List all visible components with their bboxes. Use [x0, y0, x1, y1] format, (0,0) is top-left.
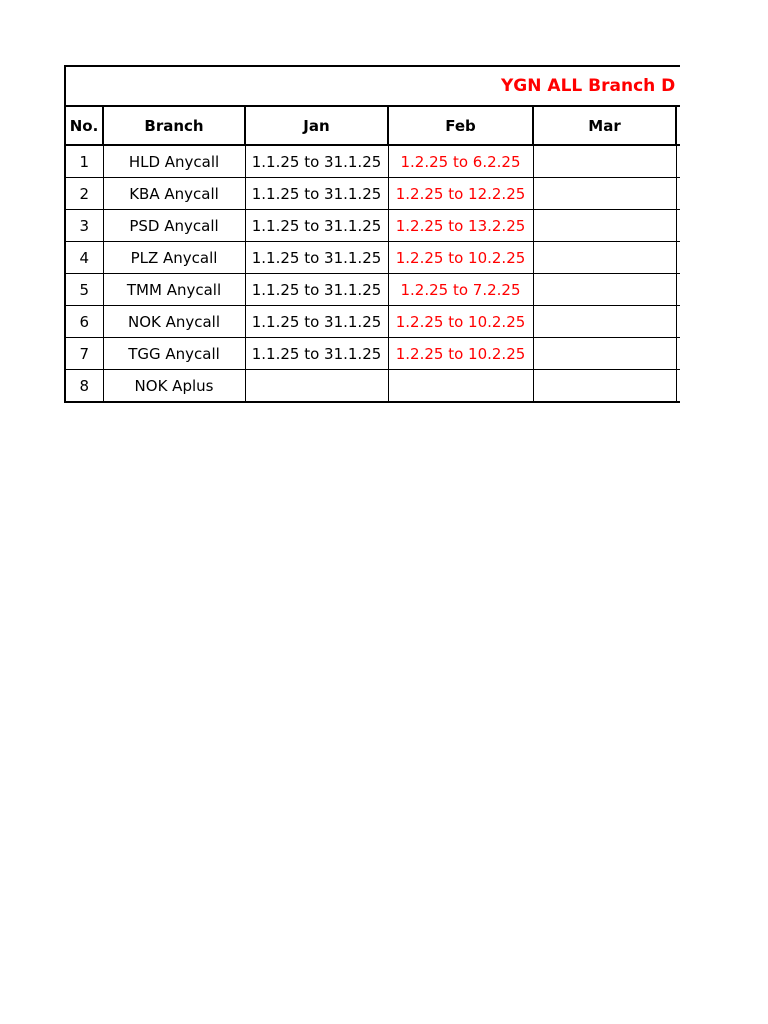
cell-branch: PLZ Anycall — [103, 242, 245, 274]
header-row — [65, 106, 680, 145]
cell-next-column — [676, 210, 680, 242]
cell-no: 7 — [65, 338, 103, 370]
cell-feb: 1.2.25 to 10.2.25 — [388, 306, 533, 338]
sheet-title: YGN ALL Branch D — [501, 76, 676, 96]
cell-branch: NOK Aplus — [103, 370, 245, 403]
cell-mar — [533, 210, 676, 242]
cell-no: 5 — [65, 274, 103, 306]
cell-mar — [533, 145, 676, 178]
cell-next-column — [676, 242, 680, 274]
cell-jan: 1.1.25 to 31.1.25 — [245, 306, 388, 338]
cell-jan — [245, 370, 388, 403]
cell-branch: TGG Anycall — [103, 338, 245, 370]
cell-next-column — [676, 274, 680, 306]
spreadsheet — [64, 65, 680, 403]
cell-feb: 1.2.25 to 13.2.25 — [388, 210, 533, 242]
cell-feb — [388, 370, 533, 403]
cell-branch: NOK Anycall — [103, 306, 245, 338]
cell-jan: 1.1.25 to 31.1.25 — [245, 338, 388, 370]
table-row — [65, 210, 680, 242]
cell-no: 8 — [65, 370, 103, 403]
cell-feb: 1.2.25 to 7.2.25 — [388, 274, 533, 306]
header-no: No. — [65, 106, 103, 145]
cell-jan: 1.1.25 to 31.1.25 — [245, 178, 388, 210]
header-feb: Feb — [388, 106, 533, 145]
table-row — [65, 274, 680, 306]
cell-mar — [533, 178, 676, 210]
cell-no: 2 — [65, 178, 103, 210]
cell-no: 6 — [65, 306, 103, 338]
cell-next-column — [676, 145, 680, 178]
cell-mar — [533, 306, 676, 338]
cell-jan: 1.1.25 to 31.1.25 — [245, 145, 388, 178]
table-row — [65, 338, 680, 370]
cell-next-column — [676, 338, 680, 370]
table-row — [65, 178, 680, 210]
table-row — [65, 306, 680, 338]
cell-no: 4 — [65, 242, 103, 274]
cell-mar — [533, 274, 676, 306]
cell-next-column — [676, 306, 680, 338]
cell-next-column — [676, 370, 680, 403]
table-row — [65, 145, 680, 178]
cell-jan: 1.1.25 to 31.1.25 — [245, 242, 388, 274]
cell-feb: 1.2.25 to 10.2.25 — [388, 338, 533, 370]
cell-no: 3 — [65, 210, 103, 242]
header-branch: Branch — [103, 106, 245, 145]
cell-no: 1 — [65, 145, 103, 178]
header-next-column — [676, 106, 680, 145]
cell-feb: 1.2.25 to 6.2.25 — [388, 145, 533, 178]
cell-branch: PSD Anycall — [103, 210, 245, 242]
cell-mar — [533, 242, 676, 274]
cell-branch: KBA Anycall — [103, 178, 245, 210]
title-row — [64, 65, 680, 105]
cell-branch: TMM Anycall — [103, 274, 245, 306]
table-row — [65, 242, 680, 274]
cell-branch: HLD Anycall — [103, 145, 245, 178]
table-row — [65, 370, 680, 403]
branch-date-table — [64, 105, 680, 403]
cell-next-column — [676, 178, 680, 210]
cell-mar — [533, 338, 676, 370]
cell-jan: 1.1.25 to 31.1.25 — [245, 274, 388, 306]
header-jan: Jan — [245, 106, 388, 145]
cell-feb: 1.2.25 to 12.2.25 — [388, 178, 533, 210]
cell-mar — [533, 370, 676, 403]
cell-feb: 1.2.25 to 10.2.25 — [388, 242, 533, 274]
cell-jan: 1.1.25 to 31.1.25 — [245, 210, 388, 242]
header-mar: Mar — [533, 106, 676, 145]
